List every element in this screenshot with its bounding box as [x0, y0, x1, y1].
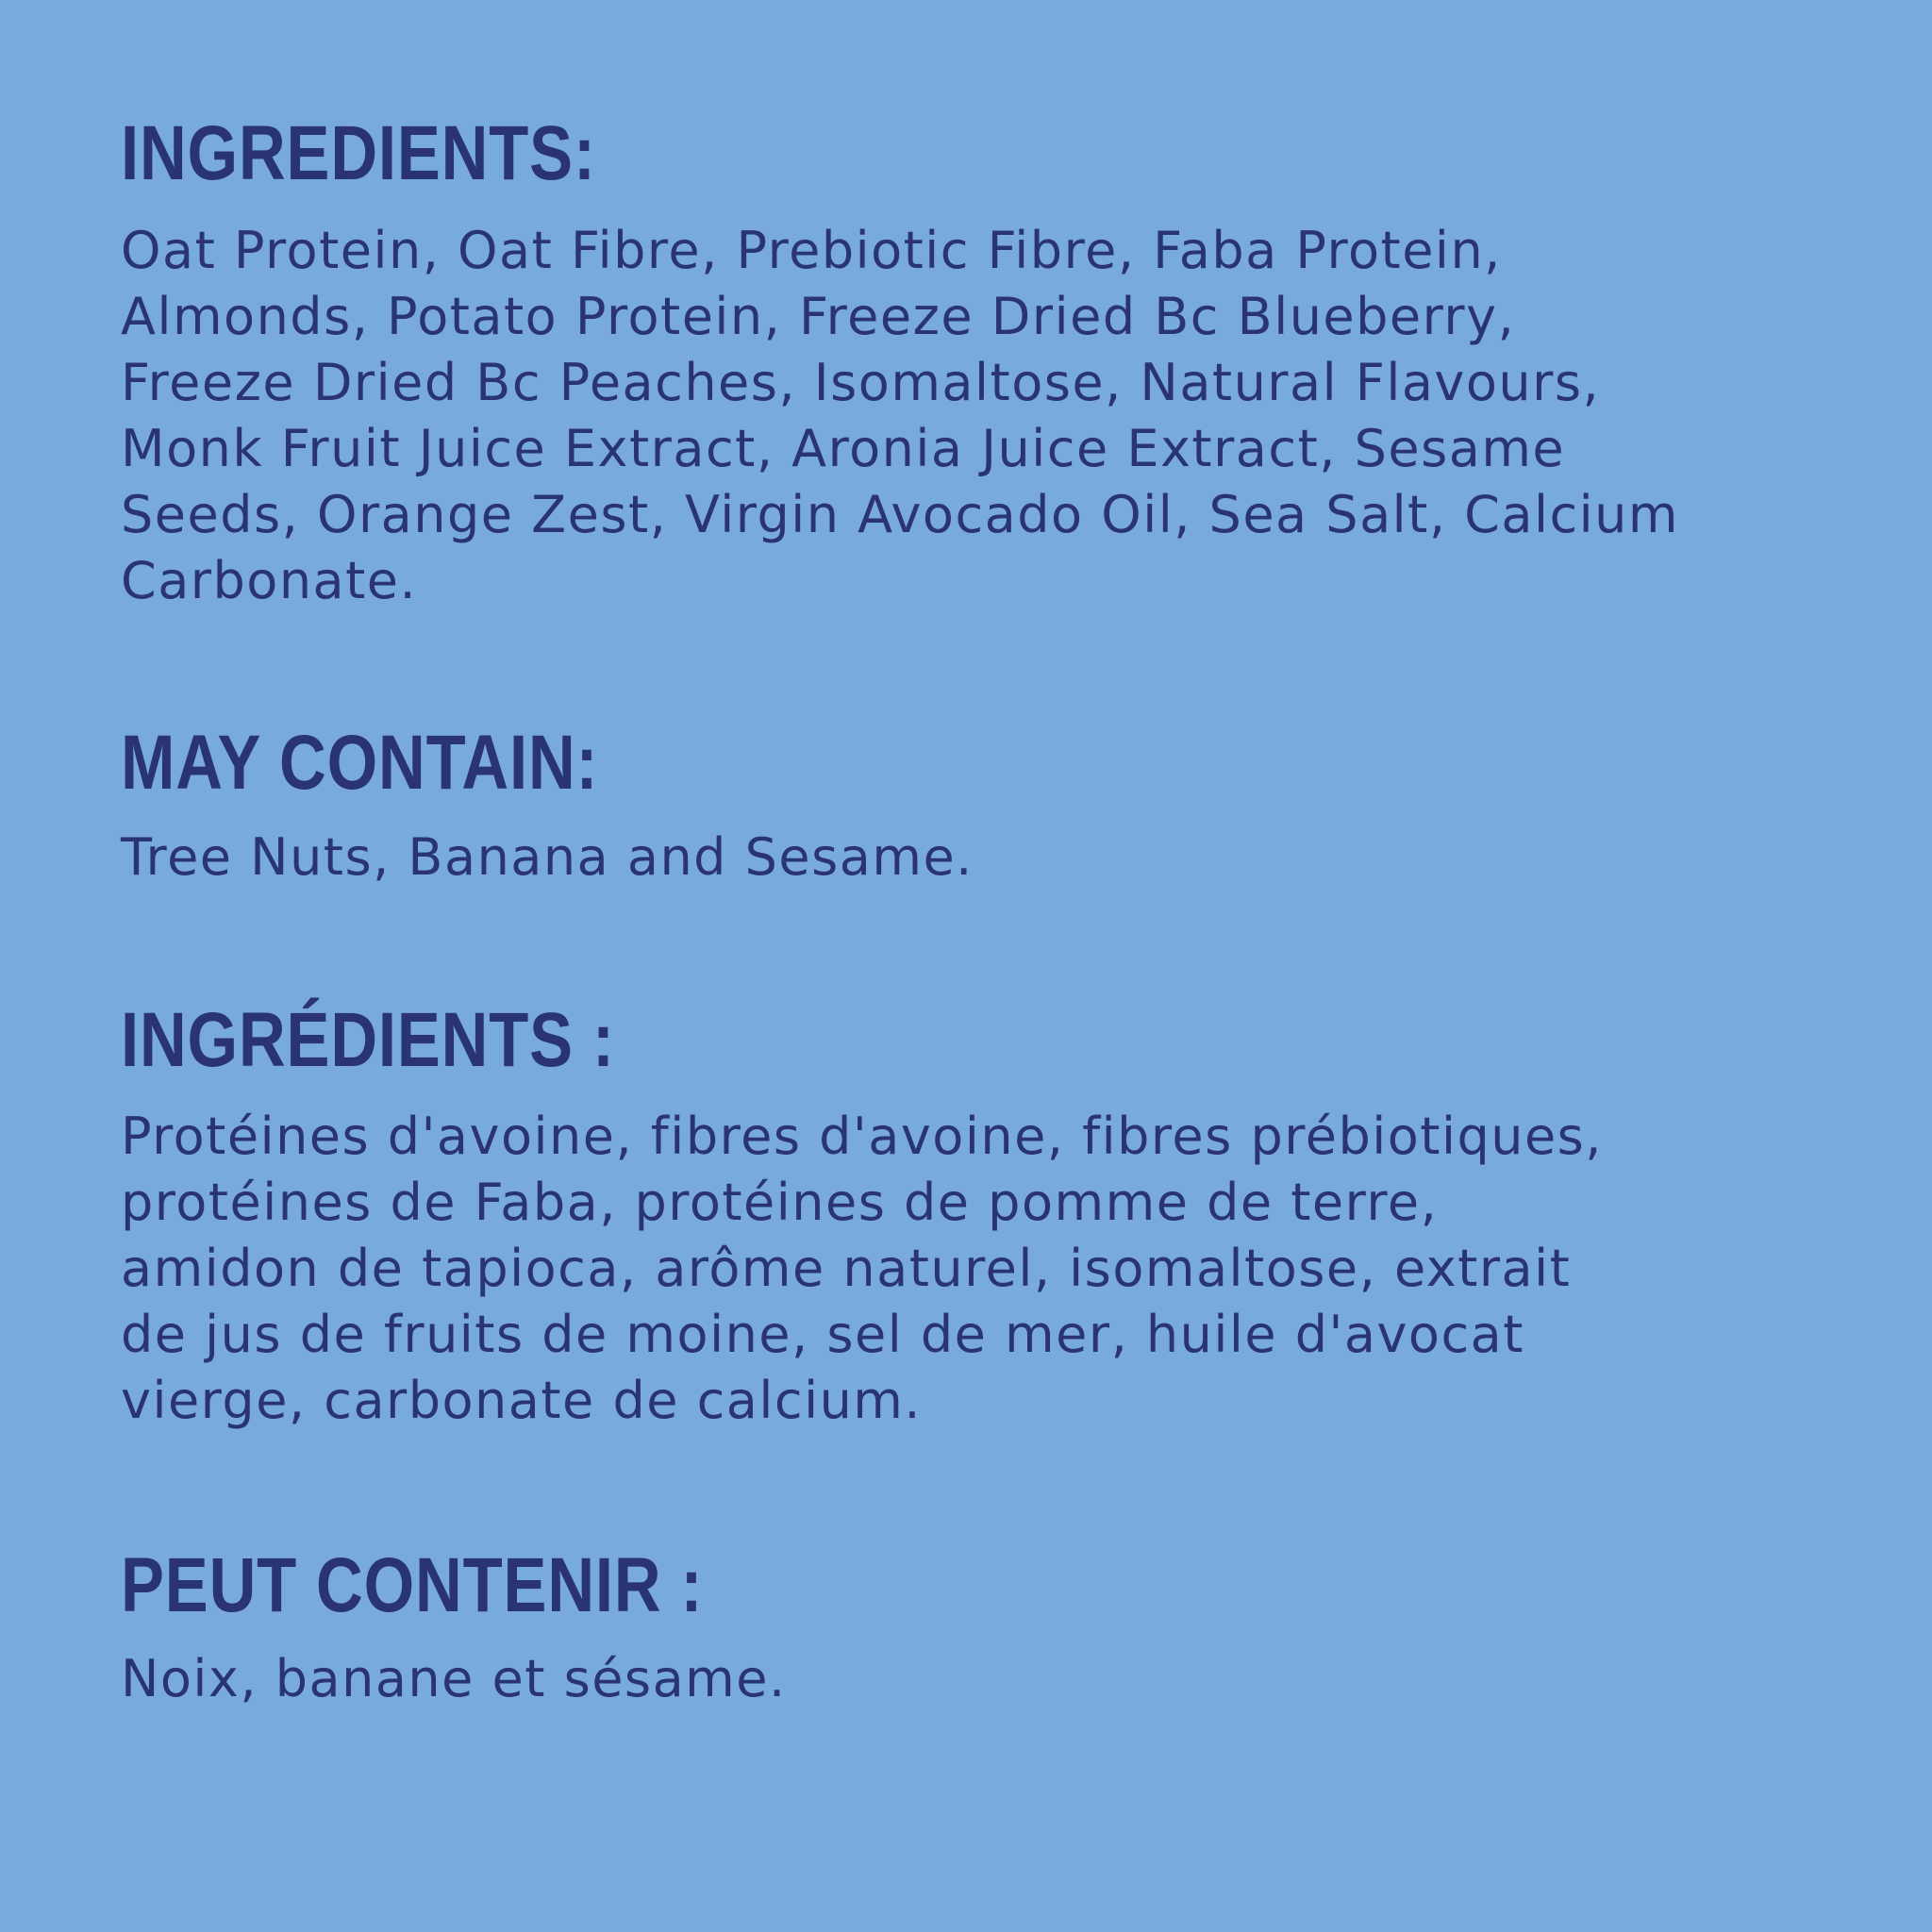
peut-contenir-heading: PEUT CONTENIR :: [121, 1542, 704, 1628]
ingredients-heading: INGREDIENTS:: [121, 110, 596, 196]
ingredients-line: Freeze Dried Bc Peaches, Isomaltose, Natural Flavours,: [121, 353, 1601, 412]
ingredients-fr-line: amidon de tapioca, arôme naturel, isomaltose, extrait: [121, 1239, 1572, 1298]
ingredients-line: Almonds, Potato Protein, Freeze Dried Bc Blueberry,: [121, 287, 1516, 346]
ingredients-line: Monk Fruit Juice Extract, Aronia Juice Extract, Sesame: [121, 419, 1566, 478]
ingredients-fr-line: vierge, carbonate de calcium.: [121, 1371, 923, 1430]
peut-contenir-text: [121, 1646, 1847, 1712]
ingredients-fr-line: de jus de fruits de moine, sel de mer, huile d'avocat: [121, 1305, 1524, 1364]
may-contain-text: [121, 824, 1847, 891]
ingredients-line: Oat Protein, Oat Fibre, Prebiotic Fibre, Faba Protein,: [121, 221, 1502, 280]
ingredients-fr-heading: INGRÉDIENTS :: [121, 997, 615, 1083]
ingredients-line: Seeds, Orange Zest, Virgin Avocado Oil, Sea Salt, Calcium: [121, 485, 1680, 544]
ingredients-text: [121, 218, 1847, 614]
may-contain-line: Tree Nuts, Banana and Sesame.: [121, 827, 974, 887]
peut-contenir-line: Noix, banane et sésame.: [121, 1649, 787, 1708]
ingredients-fr-line: protéines de Faba, protéines de pomme de terre,: [121, 1173, 1439, 1232]
ingredients-line: Carbonate.: [121, 551, 418, 610]
ingredients-fr-line: Protéines d'avoine, fibres d'avoine, fibres prébiotiques,: [121, 1107, 1603, 1166]
may-contain-heading: MAY CONTAIN:: [121, 720, 599, 806]
ingredients-fr-text: [121, 1104, 1847, 1434]
